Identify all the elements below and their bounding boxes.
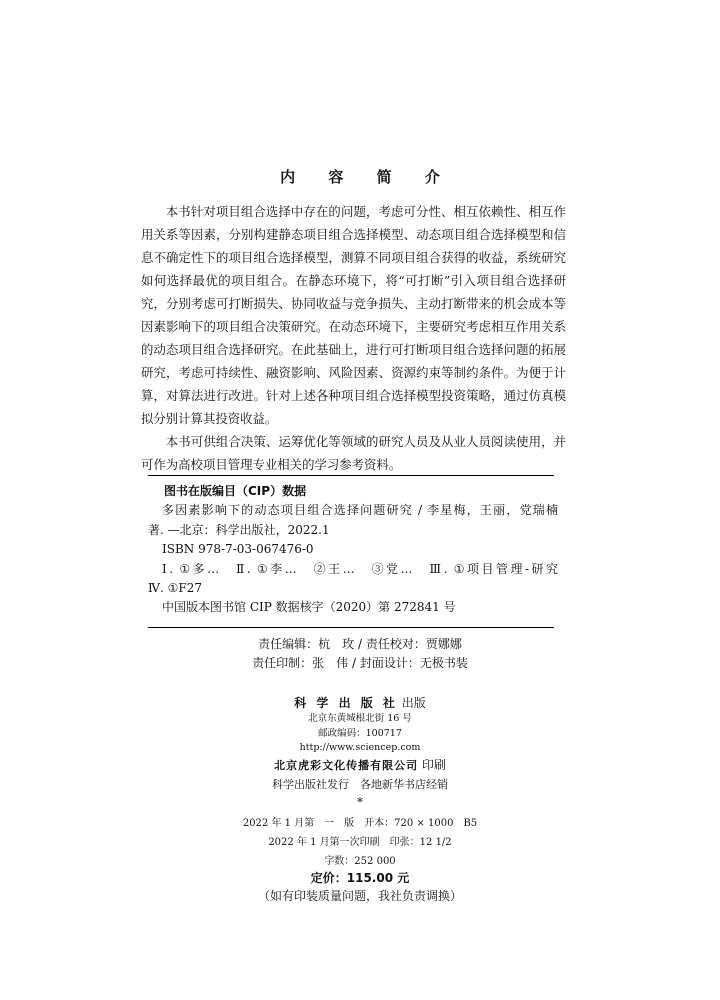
credits-line-2: 责任印制：张 伟 / 封面设计：无极书装 [252, 656, 468, 670]
publisher-block [0, 694, 720, 794]
cip-classification-2: Ⅳ. ①F27 [148, 581, 202, 596]
editorial-credits [0, 635, 720, 673]
publisher-url: http://www.sciencep.com [299, 742, 421, 753]
cip-line-2: 著. —北京：科学出版社，2022.1 [148, 522, 330, 537]
credits-line-1: 责任编辑：杭 玫 / 责任校对：贾娜娜 [258, 637, 462, 651]
quality-notice: （如有印装质量问题，我社负责调换） [257, 889, 462, 903]
cip-title: 图书在版编目（CIP）数据 [164, 484, 307, 498]
edition-info [0, 814, 720, 871]
publisher-name: 科 学 出 版 社 [294, 696, 398, 710]
cip-bottom-rule [148, 627, 554, 628]
cip-line-1: 多因素影响下的动态项目组合选择问题研究 / 李星梅，王丽，党瑞楠 [162, 503, 558, 518]
cip-block [148, 482, 558, 618]
printer-line [0, 756, 720, 775]
publisher-postcode: 邮政编码：100717 [318, 727, 402, 739]
distribution-line: 科学出版社发行 各地新华书店经销 [272, 777, 448, 791]
publisher-line [0, 694, 720, 712]
publisher-address: 北京东黄城根北街 16 号 [308, 713, 412, 724]
section-heading: 内 容 简 介 [280, 168, 454, 186]
edition-line-3: 字数：252 000 [324, 856, 396, 867]
edition-line-2: 2022 年 1 月第一次印刷 印张：12 1/2 [268, 837, 452, 848]
price: 定价：115.00 元 [310, 871, 410, 885]
cip-top-rule [148, 475, 554, 476]
cip-number: 中国版本图书馆 CIP 数据核字（2020）第 272841 号 [162, 600, 456, 615]
printer-name: 北京虎彩文化传播有限公司 [274, 758, 419, 772]
publisher-role: 出版 [401, 696, 426, 710]
cip-isbn: ISBN 978-7-03-067476-0 [162, 542, 314, 557]
cip-classification-1: Ⅰ. ①多… Ⅱ. ①李… ②王… ③党… Ⅲ. ①项目管理-研究 [162, 561, 558, 576]
content-abstract [141, 200, 566, 476]
edition-line-1: 2022 年 1 月第 一 版 开本：720 × 1000 B5 [242, 818, 478, 829]
abstract-paragraph-2: 本书可供组合决策、运筹优化等领域的研究人员及从业人员阅读使用，并可作为高校项目管理专业相关的学习参考资料。 [141, 434, 566, 472]
printer-role: 印刷 [421, 757, 446, 772]
abstract-paragraph-1: 本书针对项目组合选择中存在的问题，考虑可分性、相互依赖性、相互作用关系等因素，分别构建静态项目组合选择模型、动态项目组合选择模型和信息不确定性下的项目组合选择模型，测算不同项目组合获得的收益，系统研究如何选择最优的项目组合。在静态环境下，将“可打断”引入项目组合选择研究，分别考虑可打断损失、协同收益与竞争损失、主动打断带来的机会成本等因素影响下的项目组合决策研究。在动态环境下，主要研究考虑相互作用关系的动态项目组合选择研究。在此基础上，进行可打断项目组合选择问题的拓展研究，考虑可持续性、融资影响、风险因素、资源约束等制约条件。为便于计算，对算法进行改进。针对上述各种项目组合选择模型投资策略，通过仿真模拟分别计算其投资收益。 [141, 204, 566, 426]
separator-star: * [357, 795, 363, 809]
